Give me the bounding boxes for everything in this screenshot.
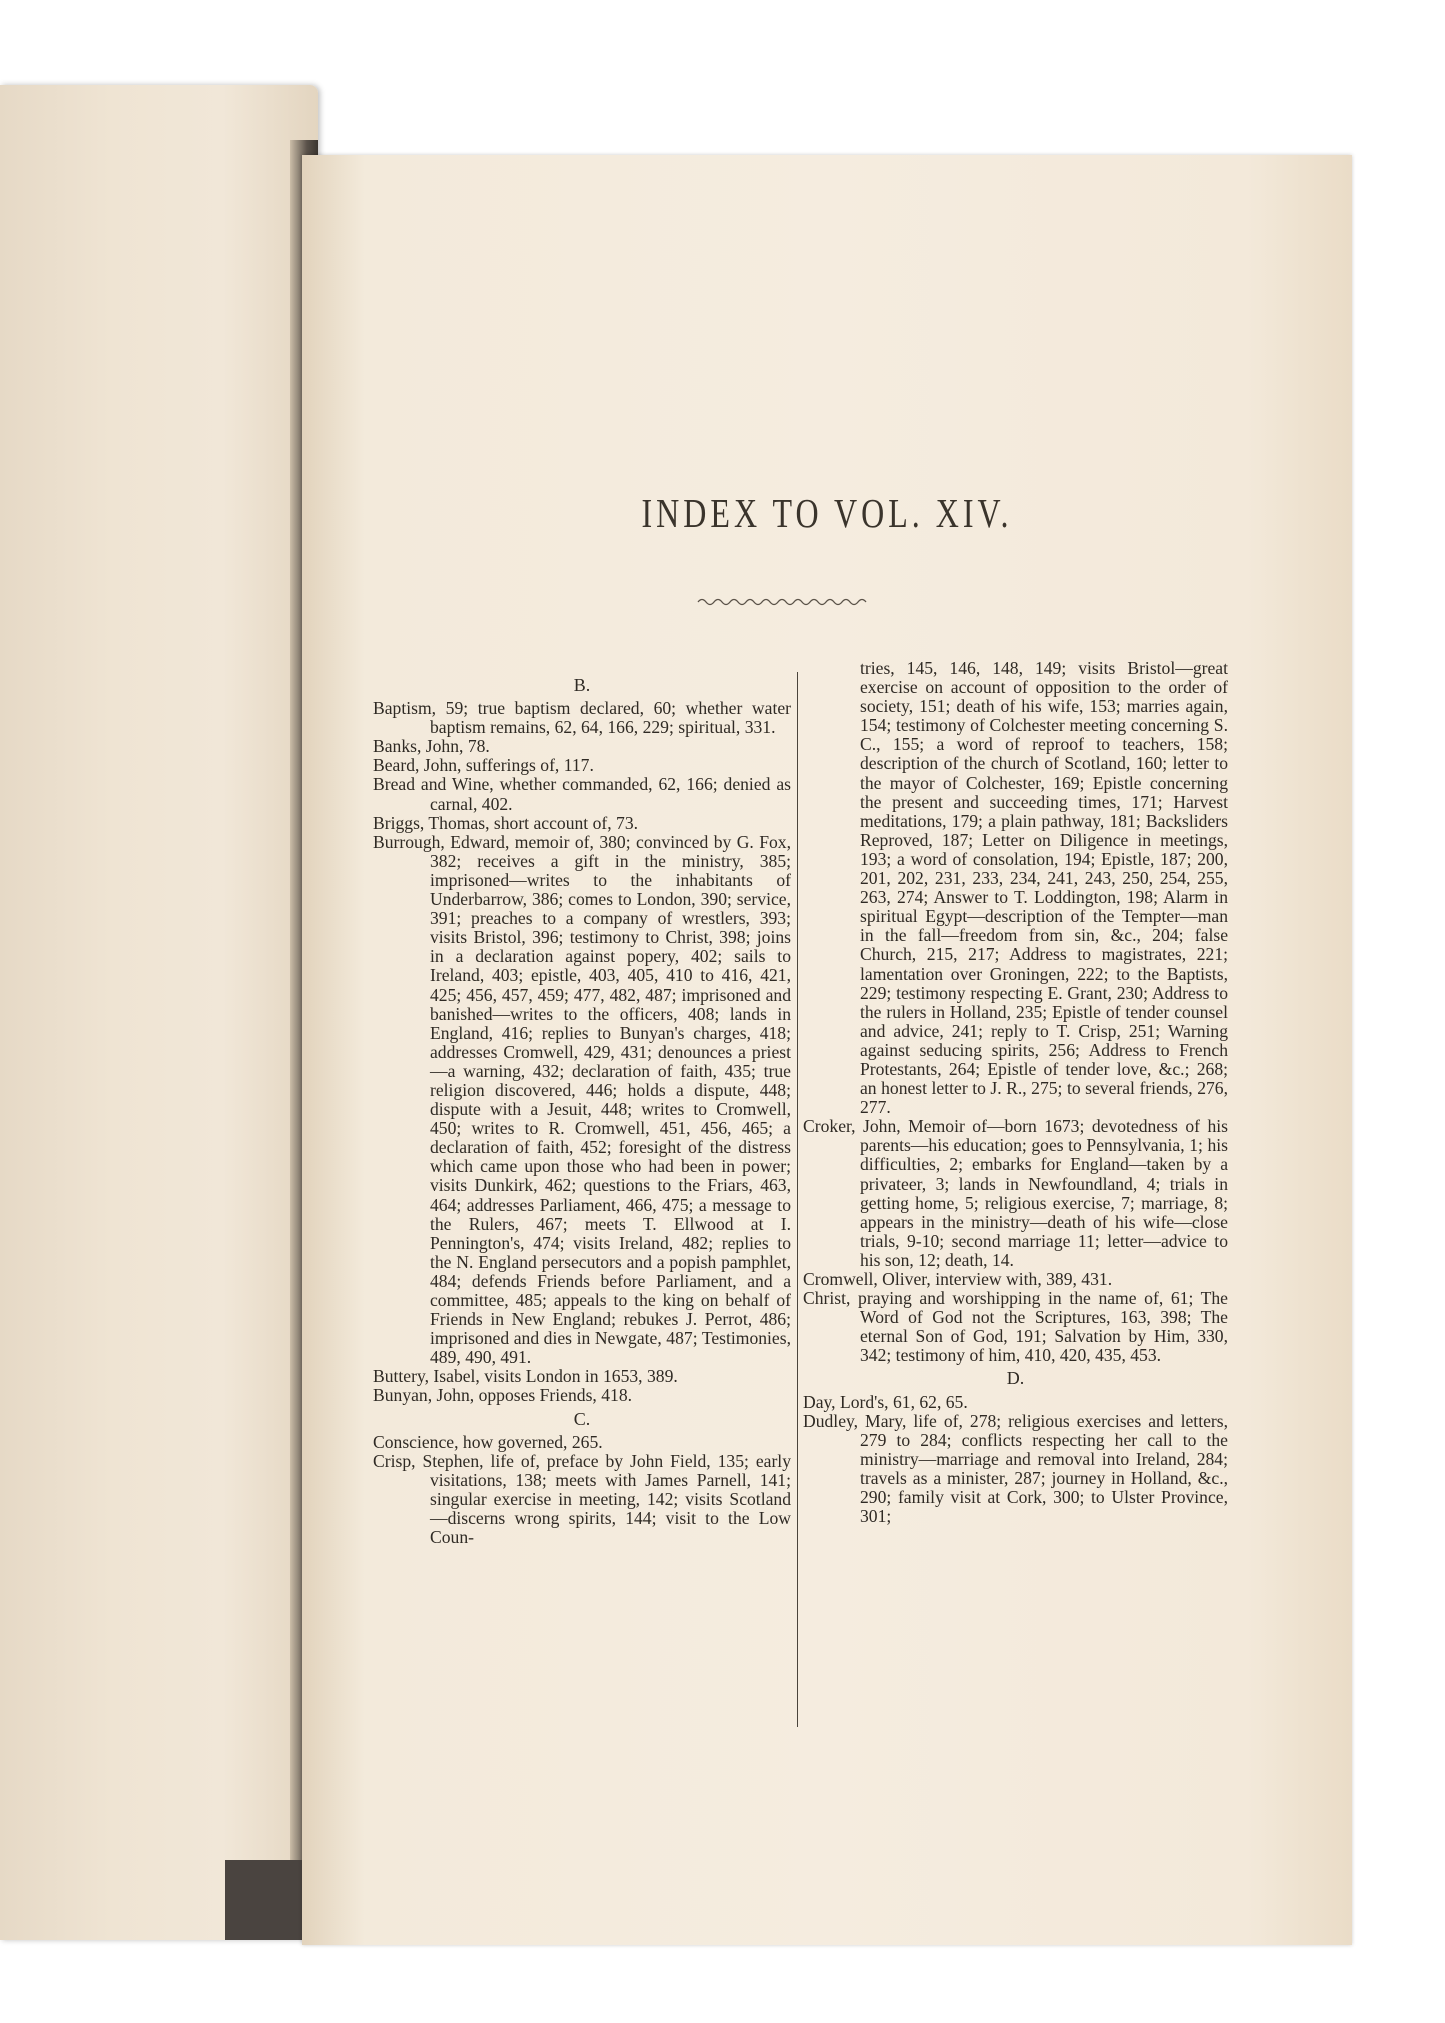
index-column-left: [373, 672, 791, 1547]
section-heading-b: B.: [573, 675, 591, 695]
entries-c-right: [803, 1117, 1228, 1365]
index-entry: Briggs, Thomas, short account of, 73.: [373, 812, 639, 833]
section-heading-c: C.: [573, 1408, 591, 1429]
index-entry: Cromwell, Oliver, interview with, 389, 431.: [803, 1269, 1113, 1289]
index-entry: Burrough, Edward, memoir of, 380; convinced by G. Fox, 382; receives a gift in the ministry, 385; imprisoned—writes to the inhabitants of Underbarrow, 386; comes to London, 390; service, 391; preaches to a company of wrestlers, 393; visits Bristol, 396; testimony to Christ, 398; joins in a declaration against popery, 402; sails to Ireland, 403; epistle, 403, 405, 410 to 416, 421, 425; 456, 457, 459; 477, 482, 487; imprisoned and banished—writes to the officers, 408; lands in England, 416; replies to Bunyan's charges, 418; addresses Cromwell, 429, 431; denounces a priest—a warning, 432; declaration of faith, 435; true religion discovered, 446; holds a dispute, 448; dispute with a Jesuit, 448; writes to Cromwell, 450; writes to R. Cromwell, 451, 456, 465; a declaration of faith, 452; foresight of the distress which came upon those who had been in power; visits Dunkirk, 462; questions to the Friars, 463, 464; addresses Parliament, 466, 475; a message to the Rulers, 467; meets T. Ellwood at I. Pennington's, 474; visits Ireland, 482; replies to the N. England persecutors and a popish pamphlet, 484; defends Friends before Parliament, and a committee, 485; appeals to the king on behalf of Friends in New England; rebukes J. Perrot, 486; imprisoned and dies in Newgate, 487; Testimonies, 489, 490, 491.: [373, 831, 791, 1368]
index-entry: Buttery, Isabel, visits London in 1653, 389.: [373, 1366, 678, 1387]
index-entry: Beard, John, sufferings of, 117.: [373, 755, 594, 776]
entries-b: [373, 699, 791, 1405]
column-divider: [797, 672, 798, 1727]
index-entry: Christ, praying and worshipping in the name of, 61; The Word of God not the Scriptures, 163, 398; The eternal Son of God, 191; Salvation by Him, 330, 342; testimony of him, 410, 420, 435, 453.: [803, 1288, 1228, 1366]
index-entry: Bread and Wine, whether commanded, 62, 166; denied as carnal, 402.: [373, 774, 791, 814]
index-entry: Dudley, Mary, life of, 278; religious exercises and letters, 279 to 284; conflicts respecting her call to the ministry—marriage and removal into Ireland, 284; travels as a minister, 287; journey in Holland, &c., 290; family visit at Cork, 300; to Ulster Province, 301;: [803, 1410, 1228, 1527]
index-entry: Bunyan, John, opposes Friends, 418.: [373, 1385, 633, 1406]
section-heading-d: D.: [1006, 1368, 1025, 1389]
left-page: [0, 85, 318, 1940]
index-entry: Crisp, Stephen, life of, preface by John Field, 135; early visitations, 138; meets with James Parnell, 141; singular exercise in meeting, 142; visits Scotland—discerns wrong spirits, 144; visit to the Low Coun-: [373, 1450, 791, 1548]
page-title: INDEX TO VOL. XIV.: [641, 489, 1013, 537]
index-entry: Baptism, 59; true baptism declared, 60; whether water baptism remains, 62, 64, 166, 229; spiritual, 331.: [373, 698, 791, 738]
index-column-right: [803, 659, 1228, 1526]
wavy-rule-ornament: [696, 595, 868, 609]
index-entry: Day, Lord's, 61, 62, 65.: [803, 1391, 968, 1412]
index-entry: Croker, John, Memoir of—born 1673; devotedness of his parents—his education; goes to Pennsylvania, 1; his difficulties, 2; embarks for England—taken by a privateer, 3; lands in Newfoundland, 4; trials in getting home, 5; religious exercise, 7; marriage, 8; appears in the ministry—death of his wife—close trials, 9-10; second marriage 11; letter—advice to his son, 12; death, 14.: [803, 1116, 1228, 1270]
continued-entry: tries, 145, 146, 148, 149; visits Bristol—great exercise on account of opposition to the order of society, 151; death of his wife, 153; marries again, 154; testimony of Colchester meeting concerning S. C., 155; a word of reproof to teachers, 158; description of the church of Scotland, 160; letter to the mayor of Colchester, 169; Epistle concerning the present and succeeding times, 171; Harvest meditations, 179; a plain pathway, 181; Backsliders Reproved, 187; Letter on Diligence in meetings, 193; a word of consolation, 194; Epistle, 187; 200, 201, 202, 231, 233, 234, 241, 243, 250, 254, 255, 263, 274; Answer to T. Loddington, 198; Alarm in spiritual Egypt—description of the Tempter—man in the fall—freedom from sin, &c., 204; false Church, 215, 217; Address to magistrates, 221; lamentation over Groningen, 222; to the Baptists, 229; testimony respecting E. Grant, 230; Address to the rulers in Holland, 235; Epistle of tender counsel and advice, 241; reply to T. Crisp, 251; Warning against seducing spirits, 256; Address to French Protestants, 264; Epistle of tender love, &c.; 268; an honest letter to J. R., 275; to several friends, 276, 277.: [860, 658, 1228, 1118]
entries-c-left: [373, 1433, 791, 1548]
index-entry: Conscience, how governed, 265.: [373, 1431, 603, 1452]
entries-d: [803, 1393, 1228, 1527]
index-entry: Banks, John, 78.: [373, 736, 490, 757]
